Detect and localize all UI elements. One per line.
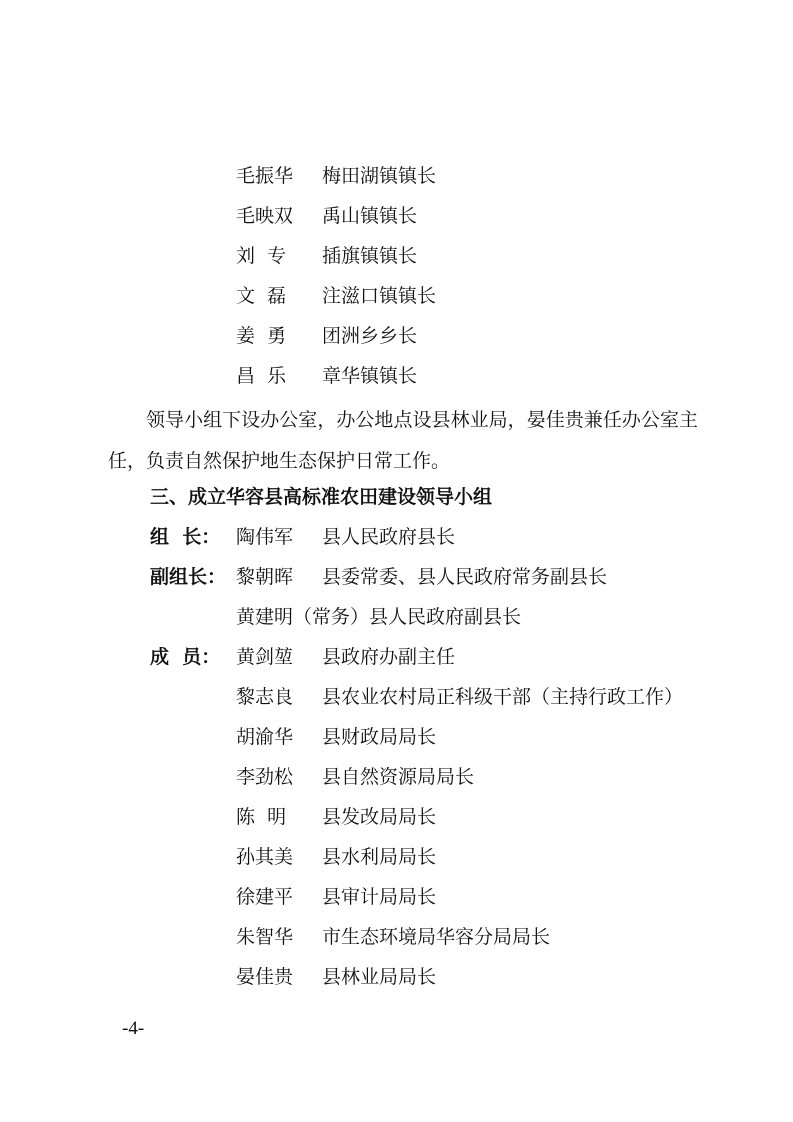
member-title: 县自然资源局局长 bbox=[322, 766, 475, 788]
role-label-members: 成 员： bbox=[150, 646, 221, 668]
member-name: 毛振华 bbox=[236, 165, 294, 187]
member-title: 县发改局局长 bbox=[322, 806, 437, 828]
member-name: 晏佳贵 bbox=[236, 966, 294, 988]
office-paragraph: 领导小组下设办公室，办公地点设县林业局，晏佳贵兼任办公室主任，负责自然保护地生态保护日常工作。 bbox=[108, 409, 698, 472]
leader-name: 陶伟军 bbox=[236, 526, 294, 548]
section-heading: 三、成立华容县高标准农田建设领导小组 bbox=[150, 486, 493, 508]
member-title: 县政府办副主任 bbox=[322, 646, 456, 668]
member-name: 徐建平 bbox=[236, 886, 294, 908]
member-title: 团洲乡乡长 bbox=[322, 325, 418, 347]
member-title: 县农业农村局正科级干部（主持行政工作） bbox=[322, 686, 684, 708]
member-name: 毛映双 bbox=[236, 205, 294, 227]
member-title: 梅田湖镇镇长 bbox=[322, 165, 437, 187]
member-title: 县水利局局长 bbox=[322, 846, 437, 868]
role-label-deputy: 副组长： bbox=[150, 566, 227, 588]
member-name: 胡渝华 bbox=[236, 726, 294, 748]
member-name: 李劲松 bbox=[236, 766, 294, 788]
deputy-title: 县委常委、县人民政府常务副县长 bbox=[322, 566, 608, 588]
deputy-name: 黎朝晖 bbox=[236, 566, 294, 588]
role-label-leader: 组 长： bbox=[150, 526, 221, 548]
leader-title: 县人民政府县长 bbox=[322, 526, 456, 548]
member-name: 刘 专 bbox=[236, 245, 287, 267]
member-name: 文 磊 bbox=[236, 285, 287, 307]
member-name: 黎志良 bbox=[236, 686, 294, 708]
deputy-name: 黄建明（常务）县人民政府副县长 bbox=[236, 606, 522, 628]
member-title: 注滋口镇镇长 bbox=[322, 285, 437, 307]
member-title: 县审计局局长 bbox=[322, 886, 437, 908]
member-name: 朱智华 bbox=[236, 926, 294, 948]
member-title: 章华镇镇长 bbox=[322, 365, 418, 387]
member-title: 县财政局局长 bbox=[322, 726, 437, 748]
member-name: 陈 明 bbox=[236, 806, 287, 828]
page-number: -4- bbox=[122, 1018, 145, 1039]
member-title: 插旗镇镇长 bbox=[322, 245, 418, 267]
member-title: 县林业局局长 bbox=[322, 966, 437, 988]
member-name: 黄剑堃 bbox=[236, 646, 294, 668]
member-name: 孙其美 bbox=[236, 846, 294, 868]
member-name: 昌 乐 bbox=[236, 365, 287, 387]
member-title: 禹山镇镇长 bbox=[322, 205, 418, 227]
member-title: 市生态环境局华容分局局长 bbox=[322, 926, 551, 948]
member-name: 姜 勇 bbox=[236, 325, 287, 347]
